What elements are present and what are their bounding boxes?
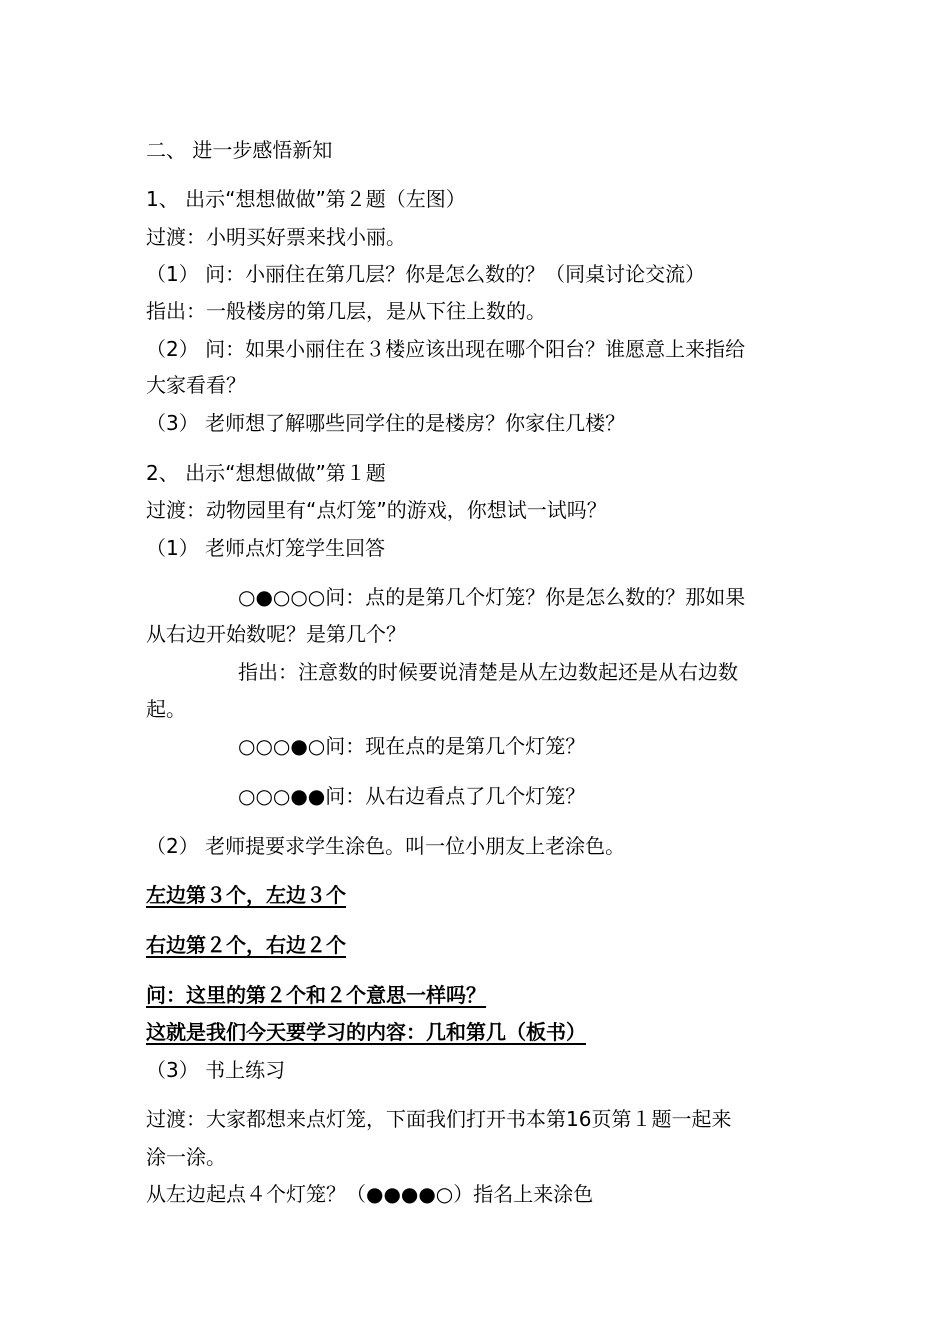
bold-underlined-line: 左边第３个，左边３个: [146, 883, 346, 907]
item-1-heading: 1、 出示“想想做做”第２题（左图）: [146, 187, 466, 211]
bold-underlined-line: 右边第２个，右边２个: [146, 933, 346, 957]
lantern-question: ○○○●○问：现在点的是第几个灯笼？: [238, 734, 586, 758]
text-line: （1） 问：小丽住在第几层？你是怎么数的？（同桌讨论交流）: [146, 262, 706, 286]
text-line: 指出：一般楼房的第几层，是从下往上数的。: [146, 299, 546, 323]
text-line: 从左边起点４个灯笼？（●●●●○）指名上来涂色: [146, 1182, 594, 1206]
text-line: （1） 老师点灯笼学生回答: [146, 536, 386, 560]
text-line: 指出：注意数的时候要说清楚是从左边数起还是从右边数: [238, 660, 738, 684]
lantern-question: ○●○○○问：点的是第几个灯笼？你是怎么数的？那如果: [238, 585, 746, 609]
text-line: 起。: [146, 697, 186, 721]
bold-underlined-line: 问：这里的第２个和２个意思一样吗？: [146, 983, 486, 1007]
text-line: 涂一涂。: [146, 1145, 226, 1169]
text-line: （3） 书上练习: [146, 1058, 286, 1082]
text-line: 过渡：小明买好票来找小丽。: [146, 225, 406, 249]
bold-underlined-line: 这就是我们今天要学习的内容：几和第几（板书）: [146, 1020, 586, 1044]
text-line: （2） 问：如果小丽住在３楼应该出现在哪个阳台？谁愿意上来指给: [146, 337, 746, 361]
text-line: 从右边开始数呢？是第几个？: [146, 622, 406, 646]
text-line: 过渡：大家都想来点灯笼，下面我们打开书本第16页第１题一起来: [146, 1107, 732, 1131]
text-line: （3） 老师想了解哪些同学住的是楼房？你家住几楼？: [146, 411, 626, 435]
text-line: 过渡：动物园里有“点灯笼”的游戏，你想试一试吗？: [146, 498, 607, 522]
text-line: （2） 老师提要求学生涂色。叫一位小朋友上老涂色。: [146, 834, 626, 858]
lantern-question: ○○○●●问：从右边看点了几个灯笼？: [238, 784, 586, 808]
section-heading: 二、 进一步感悟新知: [146, 138, 333, 162]
item-2-heading: 2、 出示“想想做做”第１题: [146, 461, 386, 485]
text-line: 大家看看？: [146, 373, 246, 397]
